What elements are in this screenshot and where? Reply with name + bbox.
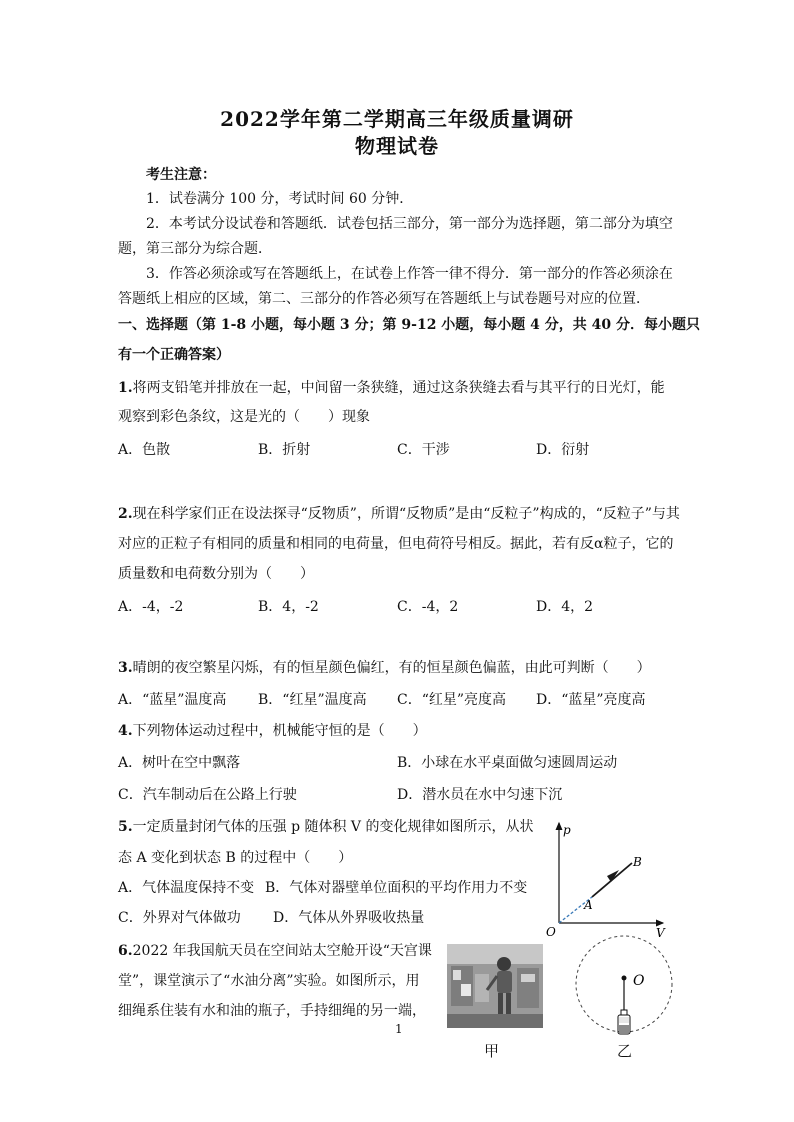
page-subtitle: 物理试卷	[355, 134, 439, 158]
notice-item-2-line-2: 题，第三部分为综合题．	[118, 241, 272, 257]
bottle-neck	[621, 1010, 627, 1015]
q1-option-a: A．色散	[118, 442, 171, 458]
q4-option-a: A．树叶在空中飘落	[118, 755, 241, 771]
section-1-heading: 一、选择题（第 1-8 小题，每小题 3 分；第 9-12 小题，每小题 4 分，共 40 分．每小题只	[118, 317, 701, 333]
q5-option-c: C．外界对气体做功	[118, 910, 241, 926]
q3-option-d: D．“蓝星”亮度高	[536, 692, 646, 708]
notice-heading: 考生注意：	[146, 167, 216, 183]
q1-option-c: C．干涉	[397, 442, 450, 458]
question-3	[118, 657, 651, 677]
question-number: 6.	[118, 943, 133, 959]
bottle-oil-layer	[619, 1017, 629, 1023]
figure-b-label: 乙	[617, 1042, 633, 1060]
notice-item-3-line-1: 3．作答必须涂或写在答题纸上，在试卷上作答一律不得分．第一部分的作答必须涂在	[146, 266, 673, 282]
q5-option-a: A．气体温度保持不变	[118, 880, 255, 896]
q4-option-c: C．汽车制动后在公路上行驶	[118, 787, 297, 803]
notice-item-3-line-2: 答题纸上相应的区域，第二、三部分的作答必须写在答题纸上与试卷题号对应的位置．	[118, 291, 650, 307]
pv-graph	[535, 815, 670, 940]
page-title: 2022学年第二学期高三年级质量调研	[220, 107, 574, 131]
q3-option-b: B．“红星”温度高	[258, 692, 367, 708]
question-2	[118, 503, 680, 523]
question-text: 现在科学家们正在设法探寻“反物质”，所谓“反物质”是由“反粒子”构成的，“反粒子”与其	[132, 506, 680, 522]
graph-a-label: A	[584, 898, 593, 912]
page-number: 1	[395, 1022, 403, 1036]
q5-option-b: B．气体对器壁单位面积的平均作用力不变	[265, 880, 528, 896]
question-number: 3.	[118, 660, 133, 676]
q4-option-d: D．潜水员在水中匀速下沉	[397, 787, 563, 803]
question-number: 1.	[118, 380, 133, 396]
question-5-line-2: 态 A 变化到状态 B 的过程中（ ）	[118, 850, 353, 866]
astronaut-photo	[447, 944, 543, 1028]
question-1-line-2: 观察到彩色条纹，这是光的（ ）现象	[118, 409, 370, 425]
graph-b-label: B	[633, 855, 642, 869]
question-1	[118, 377, 665, 397]
graph-v-label: V	[656, 926, 665, 940]
q2-option-d: D．4，2	[536, 599, 594, 615]
bottle-water-layer	[619, 1025, 629, 1033]
q1-option-d: D．衍射	[536, 442, 590, 458]
question-2-line-3: 质量数和电荷数分别为（ ）	[118, 566, 314, 582]
question-2-line-2: 对应的正粒子有相同的质量和相同的电荷量，但电荷符号相反。据此，若有反α粒子，它的	[118, 536, 674, 552]
q3-option-c: C．“红星”亮度高	[397, 692, 507, 708]
question-5	[118, 816, 534, 836]
q2-option-c: C．-4，2	[397, 599, 459, 615]
question-text: 一定质量封闭气体的压强 p 随体积 V 的变化规律如图所示，从状	[132, 819, 534, 835]
question-text: 晴朗的夜空繁星闪烁，有的恒星颜色偏红，有的恒星颜色偏蓝，由此可判断（ ）	[132, 660, 651, 676]
question-text: 2022 年我国航天员在空间站太空舱开设“天宫课	[132, 943, 432, 959]
question-6-line-3: 细绳系住装有水和油的瓶子，手持细绳的另一端，	[118, 1003, 426, 1019]
q4-option-b: B．小球在水平桌面做匀速圆周运动	[397, 755, 618, 771]
section-1-heading-cont: 有一个正确答案）	[118, 347, 230, 363]
q3-option-a: A．“蓝星”温度高	[118, 692, 227, 708]
question-text: 将两支铅笔并排放在一起，中间留一条狭缝，通过这条狭缝去看与其平行的日光灯，能	[132, 380, 665, 396]
question-number: 5.	[118, 819, 133, 835]
notice-item-1: 1．试卷满分 100 分，考试时间 60 分钟．	[146, 191, 414, 207]
q2-option-b: B．4，-2	[258, 599, 319, 615]
figure-a-label: 甲	[484, 1042, 500, 1060]
graph-origin-label: O	[546, 925, 556, 939]
question-6-line-2: 堂”，课堂演示了“水油分离”实验。如图所示，用	[118, 973, 420, 989]
question-4	[118, 720, 427, 740]
question-6	[118, 940, 432, 960]
rotating-bottle-diagram	[574, 932, 678, 1038]
graph-p-label: p	[563, 823, 571, 837]
q2-option-a: A．-4，-2	[118, 599, 184, 615]
question-text: 下列物体运动过程中，机械能守恒的是（ ）	[132, 723, 427, 739]
pivot-o-label: O	[633, 973, 645, 989]
notice-item-2-line-1: 2．本考试分设试卷和答题纸．试卷包括三部分，第一部分为选择题，第二部分为填空	[146, 216, 673, 232]
q5-option-d: D．气体从外界吸收热量	[273, 910, 425, 926]
q1-option-b: B．折射	[258, 442, 311, 458]
question-number: 2.	[118, 506, 133, 522]
question-number: 4.	[118, 723, 133, 739]
